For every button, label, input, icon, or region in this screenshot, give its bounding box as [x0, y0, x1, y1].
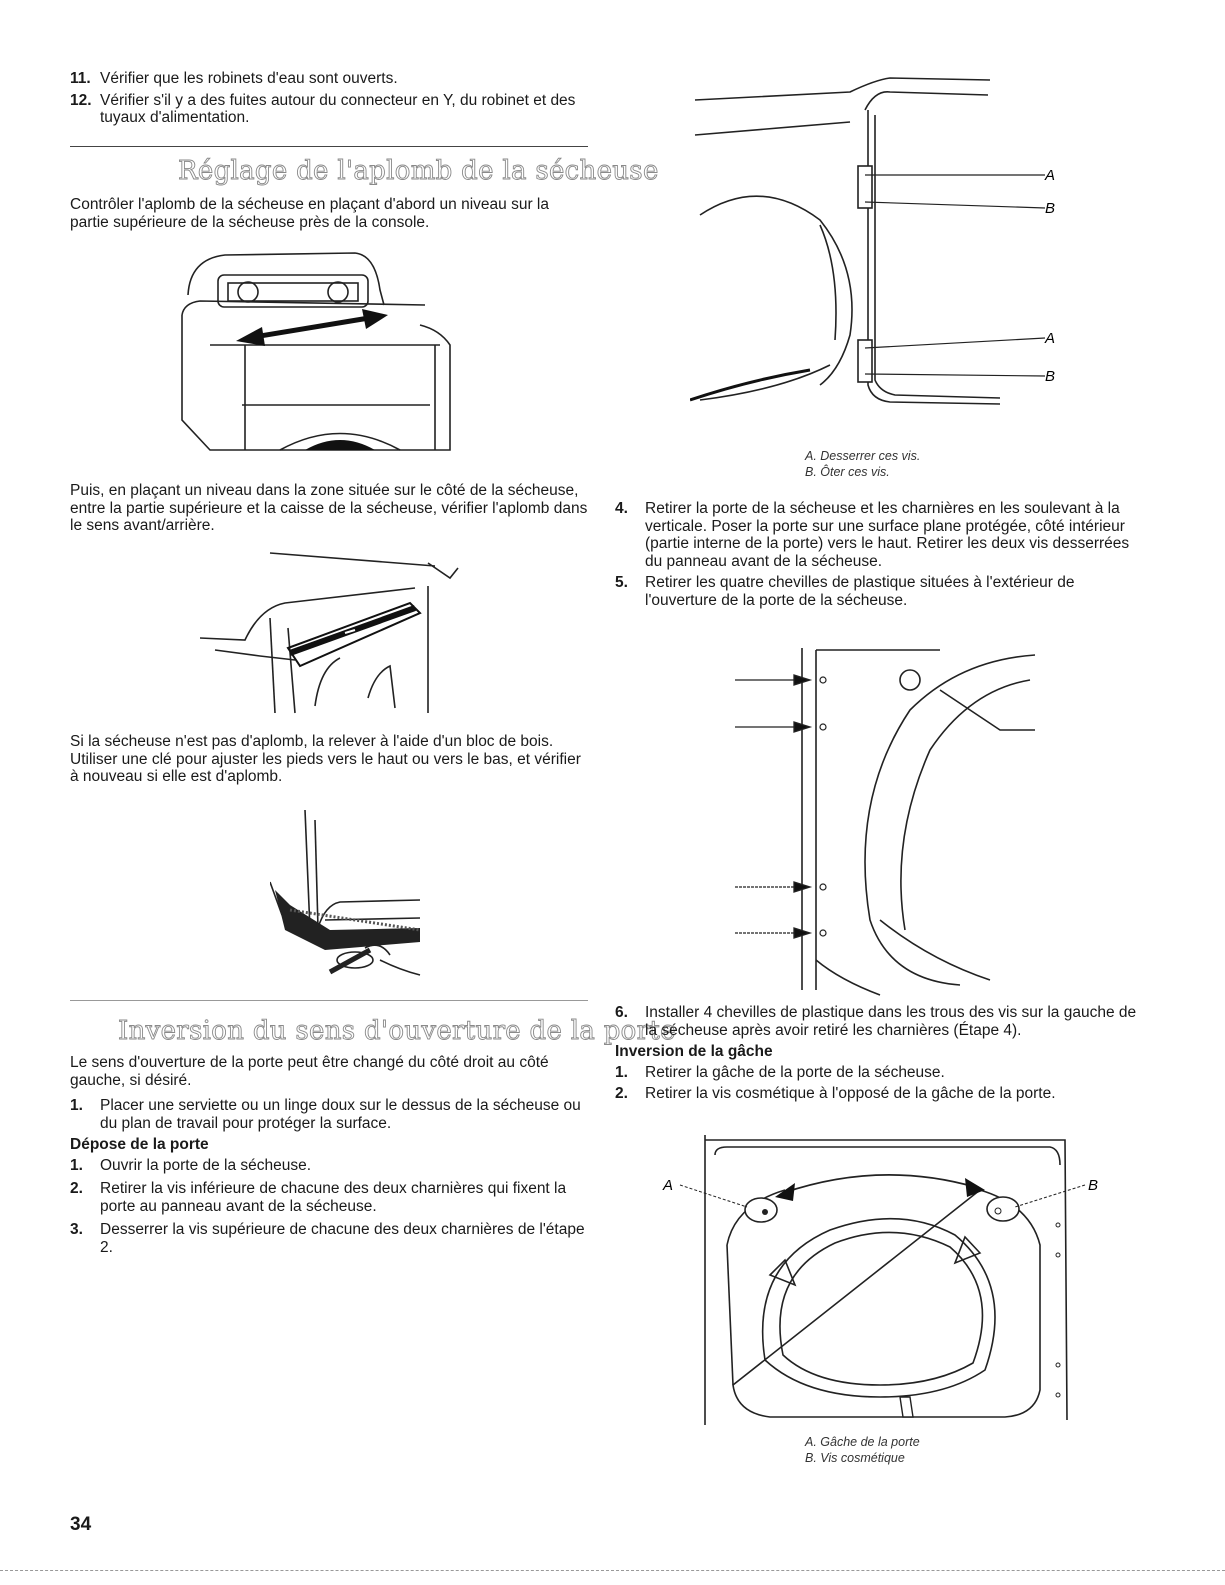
label-a: A	[1045, 330, 1056, 347]
list-item: 12. Vérifier s'il y a des fuites autour du connecteur en Y, du robinet et des tuyaux d'alimentation.	[70, 92, 590, 127]
list-item: 11. Vérifier que les robinets d'eau sont ouverts.	[70, 70, 590, 88]
section-divider	[70, 146, 588, 147]
step-text: Installer 4 chevilles de plastique dans les trous des vis sur la gauche de la sécheuse après avoir retiré les charnières (Étape 4).	[645, 1004, 1137, 1039]
plug-install-step	[615, 1004, 1145, 1107]
step-text: Vérifier que les robinets d'eau sont ouverts.	[100, 70, 398, 87]
list-item: 5. Retirer les quatre chevilles de plastique situées à l'extérieur de l'ouverture de la porte de la sécheuse.	[615, 574, 1145, 609]
step-text: Ouvrir la porte de la sécheuse.	[100, 1156, 312, 1174]
label-a: A	[663, 1177, 674, 1194]
step-text: Retirer la vis inférieure de chacune des deux charnières qui fixent la porte au panneau avant de la sécheuse.	[100, 1180, 567, 1215]
step-text: Retirer la vis cosmétique à l'opposé de la gâche de la porte.	[645, 1085, 1056, 1102]
leveling-side	[70, 482, 590, 535]
paragraph: Le sens d'ouverture de la porte peut être changé du côté droit au côté gauche, si désiré.	[70, 1054, 549, 1089]
label-a: A	[1045, 167, 1056, 184]
section-title-door-reversal: Inversion du sens d'ouverture de la porte	[118, 1016, 676, 1046]
figure-caption: A. Gâche de la porte B. Vis cosmétique	[805, 1435, 920, 1465]
dryer-top-level-illustration	[170, 245, 460, 460]
list-item: 6. Installer 4 chevilles de plastique dans les trous des vis sur la gauche de la sécheuse après avoir retiré les charnières (Étape 4).	[615, 1004, 1145, 1039]
paragraph: Si la sécheuse n'est pas d'aplomb, la relever à l'aide d'un bloc de bois. Utiliser une clé pour ajuster les pieds vers le haut ou vers le bas, et vérifier à nouveau si elle est d'aplomb.	[70, 733, 581, 785]
leveling-adjust	[70, 733, 590, 786]
list-item: 1. Placer une serviette ou un linge doux sur le dessus de la sécheuse ou du plan de travail pour protéger la surface.	[70, 1097, 590, 1132]
step-text: Placer une serviette ou un linge doux sur le dessus de la sécheuse ou du plan de travail pour protéger la surface.	[100, 1097, 581, 1132]
step-text: Retirer la gâche de la porte de la sécheuse.	[645, 1063, 945, 1081]
paragraph: Contrôler l'aplomb de la sécheuse en plaçant d'abord un niveau sur la partie supérieure de la sécheuse près de la console.	[70, 196, 549, 231]
list-item: 2. Retirer la vis inférieure de chacune des deux charnières qui fixent la porte au panneau avant de la sécheuse.	[70, 1180, 590, 1215]
top-steps	[70, 70, 590, 131]
list-item: 1. Retirer la gâche de la porte de la sécheuse.	[615, 1064, 1145, 1082]
page-number: 34	[70, 1514, 92, 1535]
removal-steps	[615, 500, 1145, 613]
door-hinges-illustration	[690, 70, 1070, 415]
dryer-foot-wrench-illustration	[270, 810, 430, 985]
plastic-plugs-illustration	[730, 640, 1050, 1000]
door-reversal-body	[70, 1054, 590, 1260]
label-b: B	[1045, 368, 1056, 385]
subhead-strike-reversal: Inversion de la gâche	[615, 1043, 773, 1060]
door-strike-illustration	[655, 1135, 1105, 1430]
step-text: Desserrer la vis supérieure de chacune des deux charnières de l'étape 2.	[100, 1221, 585, 1256]
leveling-intro	[70, 196, 590, 231]
dryer-side-level-illustration	[200, 548, 470, 718]
step-text: Vérifier s'il y a des fuites autour du connecteur en Y, du robinet et des tuyaux d'alimentation.	[100, 91, 576, 126]
paragraph: Puis, en plaçant un niveau dans la zone située sur le côté de la sécheuse, entre la partie supérieure et la caisse de la sécheuse, vérifier l'aplomb dans le sens avant/arrière.	[70, 482, 588, 534]
label-b: B	[1045, 200, 1056, 217]
figure-caption: A. Desserrer ces vis. B. Ôter ces vis.	[805, 449, 921, 479]
section-divider	[70, 1000, 588, 1001]
list-item: 3. Desserrer la vis supérieure de chacune des deux charnières de l'étape 2.	[70, 1221, 590, 1256]
label-b: B	[1088, 1177, 1099, 1194]
step-text: Retirer la porte de la sécheuse et les charnières en les soulevant à la verticale. Poser la porte sur une surface plane protégée, côté intérieur (partie interne de la porte) vers le haut. Retirer les deux vis desserrées du panneau avant de la sécheuse.	[645, 500, 1130, 570]
subhead-door-removal: Dépose de la porte	[70, 1136, 209, 1153]
list-item: 2. Retirer la vis cosmétique à l'opposé de la gâche de la porte.	[615, 1085, 1145, 1103]
page-bottom-edge	[0, 1570, 1225, 1571]
section-title-leveling: Réglage de l'aplomb de la sécheuse	[178, 156, 659, 186]
list-item: 1. Ouvrir la porte de la sécheuse.	[70, 1157, 590, 1175]
step-text: Retirer les quatre chevilles de plastique situées à l'extérieur de l'ouverture de la porte de la sécheuse.	[645, 574, 1075, 609]
list-item: 4. Retirer la porte de la sécheuse et les charnières en les soulevant à la verticale. Poser la porte sur une surface plane protégée, côté intérieur (partie interne de la porte) vers le haut. Retirer les deux vis desserrées du panneau avant de la sécheuse.	[615, 500, 1145, 570]
